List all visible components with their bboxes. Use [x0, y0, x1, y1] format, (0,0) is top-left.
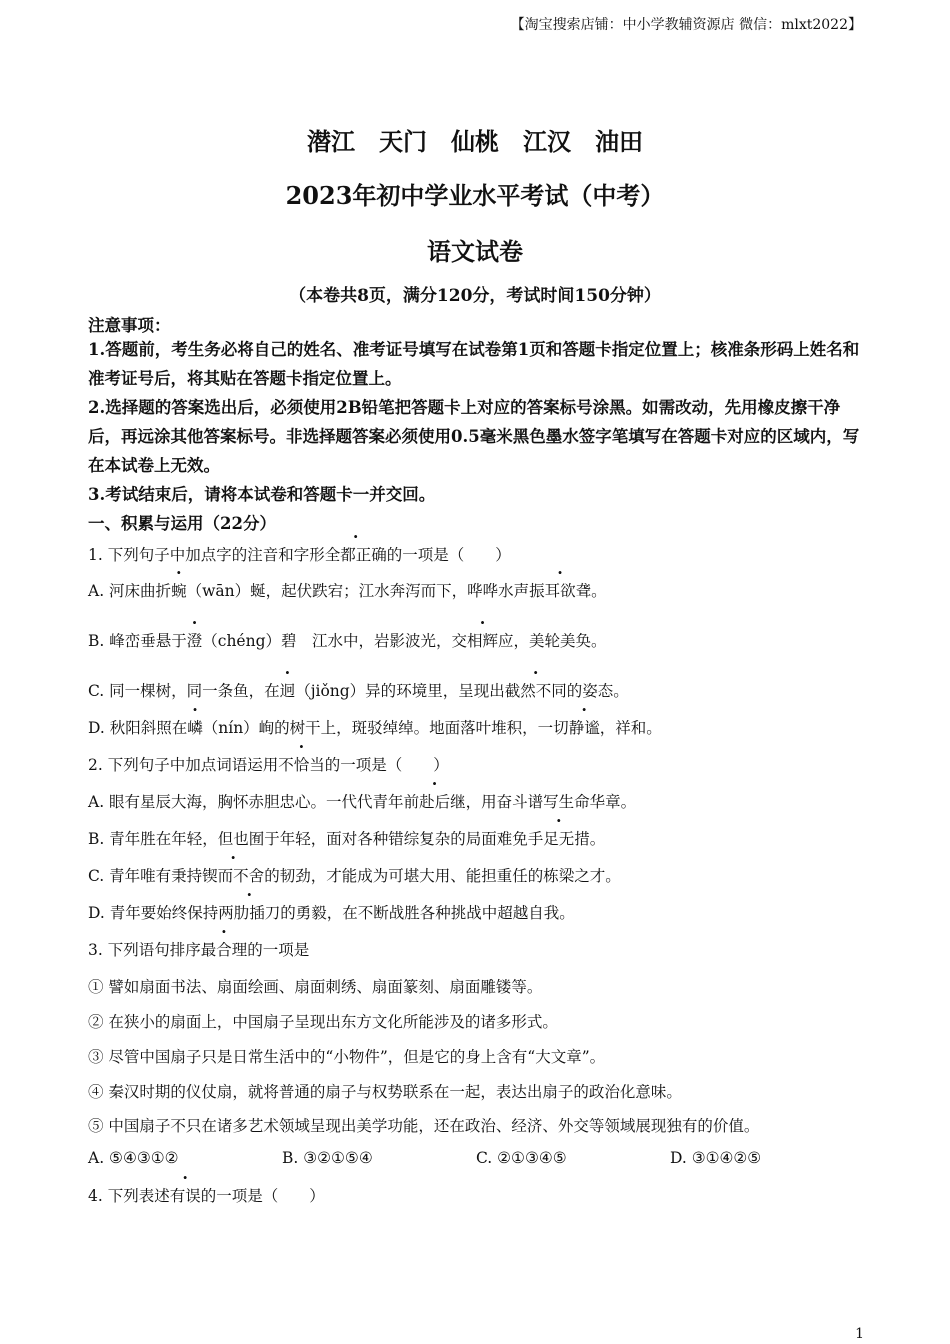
q4-stem-tail: 的一项是（ ） [200, 1187, 325, 1205]
q1-c-dot2: 截然不同 [504, 682, 567, 700]
q3-stem [88, 938, 309, 960]
q1-c-dot1: 迥 [279, 682, 296, 700]
q3-sentence-3: ③ 尽管中国扇子只是日常生活中的“小物件”，但是它的身上含有“大文章”。 [88, 1048, 606, 1066]
q2-c-text: C. 青年唯有秉持 [88, 867, 203, 885]
q1-d-text2: （nín）峋的树干上，斑驳绰绰。地面落叶堆积，一切 [202, 719, 569, 737]
q3-sentence-4: ④ 秦汉时期的仪仗扇，就将普通的扇子与权势联系在一起，表达出扇子的政治化意味。 [88, 1083, 682, 1101]
note-3: 3.考试结束后，请将本试卷和答题卡一并交回。 [88, 485, 436, 504]
q2-c-dot: 锲而不舍 [202, 867, 265, 885]
q4-stem [88, 1184, 325, 1206]
notes-title: 注意事项： [88, 316, 171, 335]
note-2: 2.选择题的答案选出后，必须使用2B铅笔把答题卡上对应的答案标号涂黑。如需改动，先用橡皮擦干净后，再远涂其他答案标号。非选择题答案必须使用0.5毫米黑色墨水签字笔填写在答题卡对应的区域内，写在本试卷上无效。 [88, 398, 860, 475]
q1-option-c[interactable] [88, 679, 629, 701]
q3-stem-tail: 的一项是 [247, 941, 310, 959]
q1-b-dot1: 澄 [186, 632, 203, 650]
q1-b-text2: （chéng）碧 江水中，岩影波光， [202, 632, 452, 650]
q2-d-dot: 两肋插刀 [218, 904, 281, 922]
note-1: 1.答题前，考生务必将自己的姓名、准考证号填写在试卷第1页和答题卡指定位置上；核准条形码上姓名和准考证号后，将其贴在答题卡指定位置上。 [88, 340, 860, 388]
watermark: 【淘宝搜索店铺：中小学教辅资源店 微信：mlxt2022】 [510, 17, 862, 33]
q1-a-text: A. 河床曲折 [88, 582, 172, 600]
q1-a-text2: （wān）蜒，起伏跌宕；江水奔泻而下，哗哗水声 [186, 582, 530, 600]
q2-stem [88, 753, 449, 775]
q2-option-b[interactable] [88, 827, 605, 849]
q1-a-text3: 。 [591, 582, 607, 600]
q1-c-text2: （jiǒng）异的环境里，呈现出 [295, 682, 505, 700]
q1-d-text3: ，祥和。 [599, 719, 662, 737]
section-heading: 一、积累与运用（22分） [88, 514, 276, 533]
q3-option-c[interactable]: C. ②①③④⑤ [476, 1149, 567, 1167]
q1-stem [88, 543, 511, 565]
q1-b-dot2: 交相辉应 [451, 632, 514, 650]
q2-a-dot: 前赴后继 [403, 793, 466, 811]
q1-d-dot1: 嶙 [187, 719, 203, 737]
q1-stem-tail: 的一项是（ ） [386, 546, 511, 564]
q1-stem-emphasis: 全都正确 [324, 546, 387, 564]
q2-a-text: A. 眼有星辰大海，胸怀赤胆忠心。一代代青年 [88, 793, 404, 811]
q2-stem-emphasis: 不恰当 [278, 756, 325, 774]
q2-d-text: D. 青年要始终保持 [88, 904, 219, 922]
q4-stem-emphasis: 有误 [169, 1187, 201, 1205]
q1-option-a[interactable] [88, 579, 607, 601]
q2-b-text: B. 青年胜在年轻，但也囿于年轻，面对各种错综复杂的局面难免 [88, 830, 528, 848]
q3-option-a[interactable]: A. ⑤④③①② [88, 1149, 179, 1167]
q4-stem-text: 4. 下列表述 [88, 1187, 170, 1205]
q1-a-dot2: 振耳欲聋 [529, 582, 592, 600]
q1-b-text3: ，美轮美奂。 [513, 632, 607, 650]
q3-stem-text: 3. 下列语句排序 [88, 941, 201, 959]
q2-stem-text: 2. 下列句子中加点词语运用 [88, 756, 279, 774]
q3-option-b[interactable]: B. ③②①⑤④ [282, 1149, 373, 1167]
q3-sentence-2: ② 在狭小的扇面上，中国扇子呈现出东方文化所能涉及的诸多形式。 [88, 1013, 558, 1031]
q1-b-text: B. 峰峦垂悬于 [88, 632, 187, 650]
exam-regions: 潜江 天门 仙桃 江汉 油田 [307, 127, 643, 156]
q3-sentence-1: ① 譬如扇面书法、扇面绘画、扇面刺绣、扇面篆刻、扇面雕镂等。 [88, 978, 543, 996]
q1-d-dot2: 静谧 [568, 719, 600, 737]
q3-sentence-5: ⑤ 中国扇子不只在诸多艺术领域呈现出美学功能，还在政治、经济、外交等领域展现独有的价值。 [88, 1117, 760, 1135]
q1-d-text: D. 秋阳斜照在 [88, 719, 188, 737]
q1-a-dot1: 蜿 [171, 582, 187, 600]
exam-info: （本卷共8页，满分120分，考试时间150分钟） [289, 286, 661, 306]
q2-b-text2: 。 [589, 830, 606, 848]
q1-option-d[interactable] [88, 716, 662, 738]
q1-c-text3: 的姿态。 [566, 682, 629, 700]
q3-stem-emphasis: 最合理 [200, 941, 248, 959]
q1-option-b[interactable] [88, 629, 607, 651]
q2-option-a[interactable] [88, 790, 636, 812]
q2-a-text2: ，用奋斗谱写生命华章。 [465, 793, 637, 811]
q2-option-d[interactable] [88, 901, 575, 923]
q2-d-text2: 的勇毅，在不断战胜各种挑战中超越自我。 [280, 904, 575, 922]
q1-stem-text: 1. 下列句子中加点字的注音和字形 [88, 546, 325, 564]
q1-c-text: C. 同一棵树，同一条鱼，在 [88, 682, 280, 700]
q2-option-c[interactable] [88, 864, 621, 886]
q3-option-d[interactable]: D. ③①④②⑤ [670, 1149, 762, 1167]
page-number: 1 [855, 1326, 864, 1342]
exam-subject: 语文试卷 [427, 237, 523, 266]
exam-title: 2023年初中学业水平考试（中考） [285, 181, 665, 210]
q2-c-text2: 的韧劲，才能成为可堪大用、能担重任的栋梁之才。 [264, 867, 621, 885]
q2-stem-tail: 的一项是（ ） [324, 756, 449, 774]
q2-b-dot: 手足无措 [527, 830, 590, 848]
